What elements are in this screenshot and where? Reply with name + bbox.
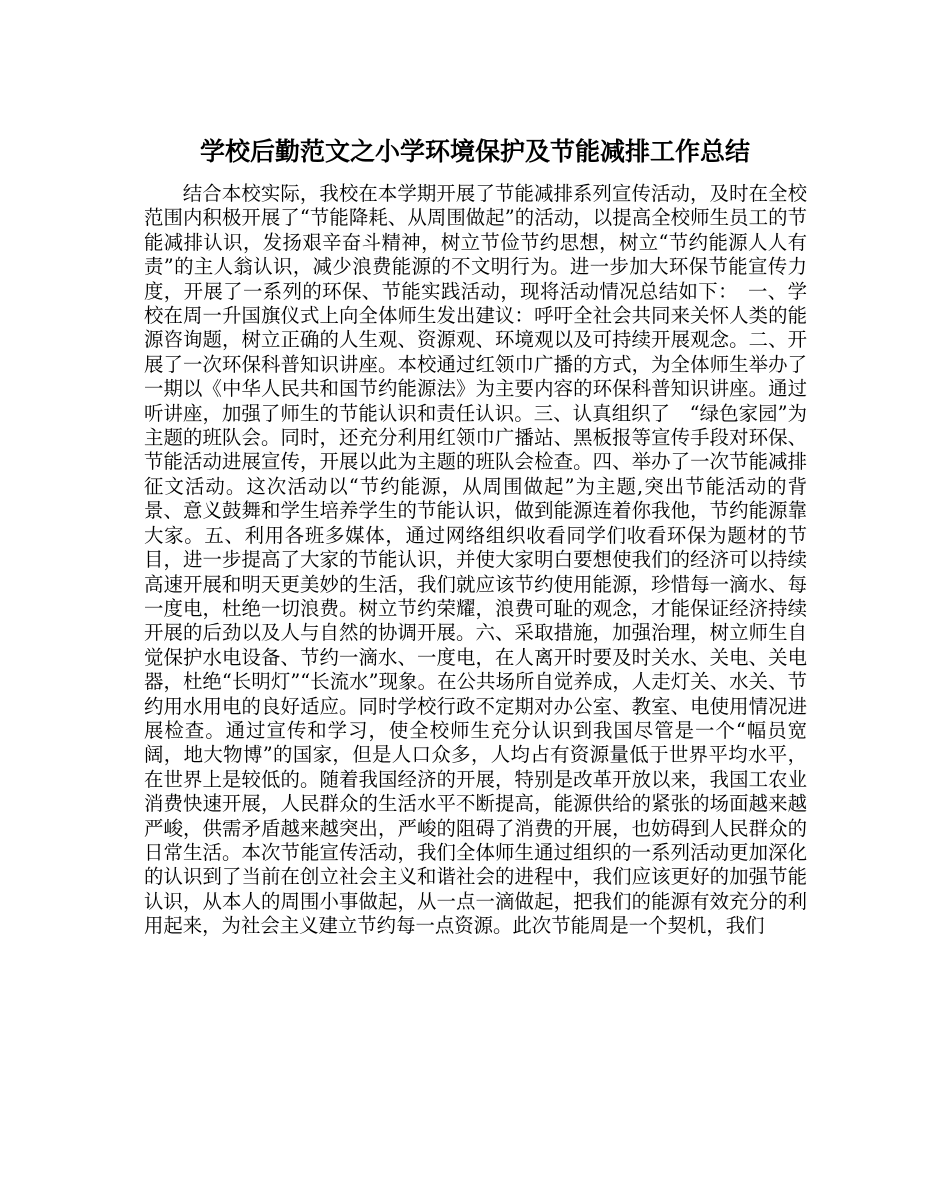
document-title: 学校后勤范文之小学环境保护及节能减排工作总结 <box>199 137 750 166</box>
document-body-paragraph: 结合本校实际，我校在本学期开展了节能减排系列宣传活动，及时在全校范围内积极开展了“节能降耗、从周围做起”的活动，以提高全校师生员工的节能减排认识，发扬艰辛奋斗精神，树立节俭节约思想，树立“节约能源人人有责”的主人翁认识，减少浪费能源的不文明行为。进一步加大环保节能宣传力度，开展了一系列的环保、节能实践活动，现将活动情况总结如下： 一、学校在周一升国旗仪式上向全体师生发出建议：呼吁全社会共同来关怀人类的能源咨询题，树立正确的人生观、资源观、环境观以及可持续开展观念。二、开展了一次环保科普知识讲座。本校通过红领巾广播的方式，为全体师生举办了一期以《中华人民共和国节约能源法》为主要内容的环保科普知识讲座。通过听讲座，加强了师生的节能认识和责任认识。三、认真组织了 “绿色家园”为主题的班队会。同时，还充分利用红领巾广播站、黑板报等宣传手段对环保、节能活动进展宣传，开展以此为主题的班队会检查。四、举办了一次节能减排征文活动。这次活动以“节约能源，从周围做起”为主题,突出节能活动的背景、意义鼓舞和学生培养学生的节能认识，做到能源连着你我他，节约能源靠大家。五、利用各班多媒体，通过网络组织收看同学们收看环保为题材的节目，进一步提高了大家的节能认识，并使大家明白要想使我们的经济可以持续高速开展和明天更美妙的生活，我们就应该节约使用能源，珍惜每一滴水、每一度电，杜绝一切浪费。树立节约荣耀，浪费可耻的观念，才能保证经济持续开展的后劲以及人与自然的协调开展。六、采取措施，加强治理，树立师生自觉保护水电设备、节约一滴水、一度电，在人离开时要及时关水、关电、关电器，杜绝“长明灯”“长流水”现象。在公共场所自觉养成，人走灯关、水关、节约用水用电的良好适应。同时学校行政不定期对办公室、教室、电使用情况进展检查。通过宣传和学习，使全校师生充分认识到我国尽管是一个“幅员宽阔，地大物博”的国家，但是人口众多，人均占有资源量低于世界平均水平，在世界上是较低的。随着我国经济的开展，特别是改革开放以来，我国工农业消费快速开展，人民群众的生活水平不断提高，能源供给的紧张的场面越来越严峻，供需矛盾越来越突出，严峻的阻碍了消费的开展，也妨碍到人民群众的日常生活。本次节能宣传活动，我们全体师生通过组织的一系列活动更加深化的认识到了当前在创立社会主义和谐社会的进程中，我们应该更好的加强节能认识，从本人的周围小事做起，从一点一滴做起，把我们的能源有效充分的利用起来，为社会主义建立节约每一点资源。此次节能周是一个契机，我们 <box>144 182 807 938</box>
